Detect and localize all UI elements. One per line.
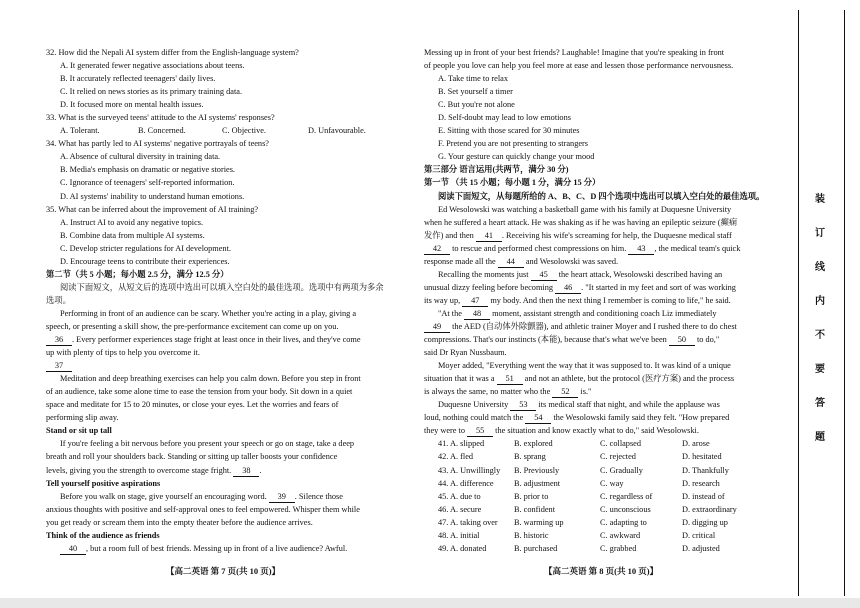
binding-notice: [812, 190, 828, 462]
blank-45: 45: [531, 269, 557, 281]
q32-stem: 32. How did the Nepali AI system differ from the English-language system?: [46, 48, 299, 57]
binding-char: 线: [815, 262, 825, 273]
q33-option-a: A. Tolerant.: [60, 126, 100, 136]
option-7-f: F. Pretend you are not presenting to strangers: [438, 139, 589, 149]
answer-row-45: 45. A. due to B. prior to C. regardless of D. instead of: [438, 491, 725, 501]
answer-row-48: 48. A. initial B. historic C. awkward D. critical: [438, 530, 716, 540]
passage-line: breath and roll your shoulders back. Standing or sitting up taller boosts your confidence: [46, 452, 338, 462]
blank-50: 50: [669, 334, 695, 346]
option-7-d: D. Self-doubt may lead to low emotions: [438, 113, 571, 123]
blank-49: 49: [424, 321, 450, 333]
q32-option-a: A. It generated fewer negative associations about teens.: [60, 61, 245, 71]
q33-option-d: D. Unfavourable.: [308, 126, 366, 136]
scan-edge-shadow: [0, 598, 860, 608]
q34-option-b: B. Media's emphasis on dramatic or negative stories.: [60, 165, 235, 175]
q35-option-d: D. Encourage teens to contribute their experiences.: [60, 256, 230, 266]
page-footer-left: 【高二英语 第 7 页(共 10 页)】: [166, 566, 281, 576]
answer-row-49: 49. A. donated B. purchased C. grabbed D. adjusted: [438, 543, 720, 553]
option-7-g: G. Your gesture can quickly change your mood: [438, 152, 595, 162]
q32-option-c: C. It relied on news stories as its primary training data.: [60, 87, 243, 97]
passage-line: Before you walk on stage, give yourself an encouraging word. 39 . Silence those: [60, 491, 343, 501]
blank-36: 36: [46, 334, 72, 346]
passage-line: its way up, 47 my body. And then the next thing I remember is coming to life," he said.: [424, 295, 731, 305]
section2-heading: 第二节（共 5 小题；每小题 2.5 分，满分 12.5 分）: [46, 269, 229, 279]
passage-line: speech, or presenting a skill show, the pre-performance excitement can come up on you.: [46, 321, 339, 331]
passage-line: compressions. That's our instincts (本能), because that's what we've been 50 to do,": [424, 335, 720, 345]
blank-37: 37: [46, 360, 72, 372]
q34-option-a: A. Absence of cultural diversity in training data.: [60, 152, 221, 162]
passage-line: Ed Wesolowski was watching a basketball game with his family at Duquesne University: [438, 204, 732, 214]
blank-47: 47: [462, 295, 488, 307]
subheading-stand-tall: Stand or sit up tall: [46, 426, 112, 436]
passage-line: situation that it was a 51 and not an athlete, but the protocol (医疗方案) and the process: [424, 374, 735, 384]
passage-line: when he suffered a heart attack. He was shaking as if he was having an epileptic seizure (癫痫: [424, 217, 738, 227]
passage-line: of people you love can help you feel more at ease and lessen those performance nervousness.: [424, 61, 734, 71]
binding-char: 订: [815, 228, 825, 239]
q33-option-b: B. Concerned.: [138, 126, 186, 136]
passage-line: 49 the AED (自动体外除颤器), and athletic trainer Moyer and I rushed there to do chest: [424, 320, 776, 333]
binding-line-left: [798, 10, 799, 596]
answer-row-42: 42. A. fled B. sprang C. rejected D. hesitated: [438, 452, 722, 462]
blank-53: 53: [510, 399, 536, 411]
passage-line: Messing up in front of your best friends? Laughable! Imagine that you're speaking in front: [424, 48, 725, 57]
passage-line: response made all the 44 and Wesolowski was saved.: [424, 256, 619, 266]
binding-line-right: [844, 10, 845, 596]
binding-char: 装: [815, 194, 825, 205]
passage-line: [46, 359, 396, 372]
passage-line: 42 to rescue and performed chest compressions on him. 43 , the medical team's quick: [424, 242, 776, 255]
binding-margin: [788, 0, 860, 608]
section2-instructions-cont: 选项。: [46, 295, 71, 305]
passage-line: If you're feeling a bit nervous before you present your speech or go on stage, take a deep: [60, 439, 355, 449]
passage-line: of an audience, take some alone time to ease the tension from your body. Sit down in a quiet: [46, 387, 353, 397]
binding-char: 要: [815, 364, 825, 375]
blank-55: 55: [467, 425, 493, 437]
passage-line: Recalling the moments just 45 the heart attack, Wesolowski described having an: [438, 269, 723, 279]
passage-line: levels, giving you the strength to overcome stage fright. 38 .: [46, 465, 262, 475]
q34-option-c: C. Ignorance of teenagers' self-reported information.: [60, 178, 235, 188]
passage-line: Duquesne University 53 its medical staff that night, and while the applause was: [438, 400, 720, 410]
page-footer-right: 【高二英语 第 8 页(共 10 页)】: [544, 566, 659, 576]
section1-instructions: 阅读下面短文，从每题所给的 A、B、C、D 四个选项中选出可以填入空白处的最佳选项。: [438, 191, 765, 201]
passage-line: is always the same, no matter who the 52 is.": [424, 387, 592, 397]
blank-46: 46: [555, 282, 581, 294]
section1-heading: 第一节 （共 15 小题；每小题 1 分，满分 15 分）: [424, 178, 601, 188]
binding-char: 内: [815, 296, 825, 307]
q32-option-b: B. It accurately reflected teenagers' daily lives.: [60, 74, 216, 84]
q34-stem: 34. What has partly led to AI systems' negative portrayals of teens?: [46, 139, 269, 149]
passage-line: loud, nothing could match the 54 the Wesolowski family said they felt. "How prepared: [424, 413, 730, 423]
passage-line: Performing in front of an audience can be scary. Whether you're acting in a play, giving a: [60, 308, 357, 318]
blank-44: 44: [498, 256, 524, 268]
option-7-c: C. But you're not alone: [438, 100, 515, 110]
passage-line: 36 . Every performer experiences stage fright at least once in their lives, and they've come: [46, 333, 396, 346]
passage-line: "At the 48 moment, assistant strength and conditioning coach Liz immediately: [438, 308, 717, 318]
blank-54: 54: [525, 412, 551, 424]
passage-line: unusual dizzy feeling before becoming 46 . "It started in my feet and sort of was working: [424, 282, 736, 292]
passage-line: up with plenty of tips to help you overcome it.: [46, 348, 200, 358]
answer-row-43: 43. A. Unwillingly B. Previously C. Gradually D. Thankfully: [438, 465, 729, 475]
blank-52: 52: [552, 386, 578, 398]
passage-line: space and meditate for 15 to 20 minutes, or close your eyes. Let the worries and fears of: [46, 400, 339, 410]
passage-line: Moyer added, "Everything went the way that it was supposed to. It was kind of a unique: [438, 361, 731, 371]
blank-48: 48: [464, 308, 490, 320]
q35-option-b: B. Combine data from multiple AI systems.: [60, 230, 205, 240]
passage-line: you get ready or scream them into the empty theater before the audience arrives.: [46, 517, 313, 527]
binding-char: 不: [815, 330, 825, 341]
passage-line: performing slip away.: [46, 413, 119, 423]
binding-char: 答: [815, 398, 825, 409]
q35-option-a: A. Instruct AI to avoid any negative topics.: [60, 217, 204, 227]
blank-40: 40: [60, 543, 86, 555]
option-7-a: A. Take time to relax: [438, 74, 508, 84]
passage-line: 发作) and then 41 . Receiving his wife's screaming for help, the Duquesne medical staff: [424, 230, 732, 240]
option-7-e: E. Sitting with those scared for 30 minutes: [438, 126, 580, 136]
passage-line: Meditation and deep breathing exercises can help you calm down. Before you step in front: [60, 374, 361, 384]
q33-option-c: C. Objective.: [222, 126, 267, 136]
q35-stem: 35. What can be inferred about the improvement of AI training?: [46, 204, 259, 214]
blank-51: 51: [497, 373, 523, 385]
passage-line: 40 , but a room full of best friends. Messing up in front of a live audience? Awful.: [46, 542, 396, 555]
q34-option-d: D. AI systems' inability to understand human emotions.: [60, 191, 245, 201]
part3-heading: 第三部分 语言运用(共两节，满分 30 分): [424, 165, 569, 175]
blank-43: 43: [628, 243, 654, 255]
section2-instructions: 阅读下面短文，从短文后的选项中选出可以填入空白处的最佳选项。选项中有两项为多余: [60, 282, 384, 292]
passage-line: they were to 55 the situation and know exactly what to do," said Wesolowski.: [424, 426, 699, 436]
q32-option-d: D. It focused more on mental health issues.: [60, 100, 204, 110]
passage-line: anxious thoughts with positive and self-approval ones to feel empowered. Whisper them while: [46, 504, 360, 514]
blank-41: 41: [476, 230, 502, 242]
answer-options-table: [424, 437, 776, 554]
blank-38: 38: [233, 465, 259, 477]
left-column: [46, 46, 396, 555]
answer-row-46: 46. A. secure B. confident C. unconscious D. extraordinary: [438, 504, 737, 514]
blank-39: 39: [269, 491, 295, 503]
answer-row-47: 47. A. taking over B. warming up C. adapting to D. digging up: [438, 517, 728, 527]
subheading-audience-friends: Think of the audience as friends: [46, 530, 160, 540]
blank-42: 42: [424, 243, 450, 255]
binding-char: 题: [815, 432, 825, 443]
right-column: [424, 46, 776, 555]
answer-row-41: 41. A. slipped B. explored C. collapsed D. arose: [438, 439, 710, 449]
answer-row-44: 44. A. difference B. adjustment C. way D. research: [438, 478, 720, 488]
subheading-positive-aspirations: Tell yourself positive aspirations: [46, 478, 161, 488]
option-7-b: B. Set yourself a timer: [438, 87, 513, 97]
q33-options: [46, 124, 396, 137]
q35-option-c: C. Develop stricter regulations for AI development.: [60, 243, 231, 253]
q33-stem: 33. What is the surveyed teens' attitude to the AI systems' responses?: [46, 113, 275, 123]
passage-line: said Dr Ryan Nussbaum.: [424, 348, 507, 358]
